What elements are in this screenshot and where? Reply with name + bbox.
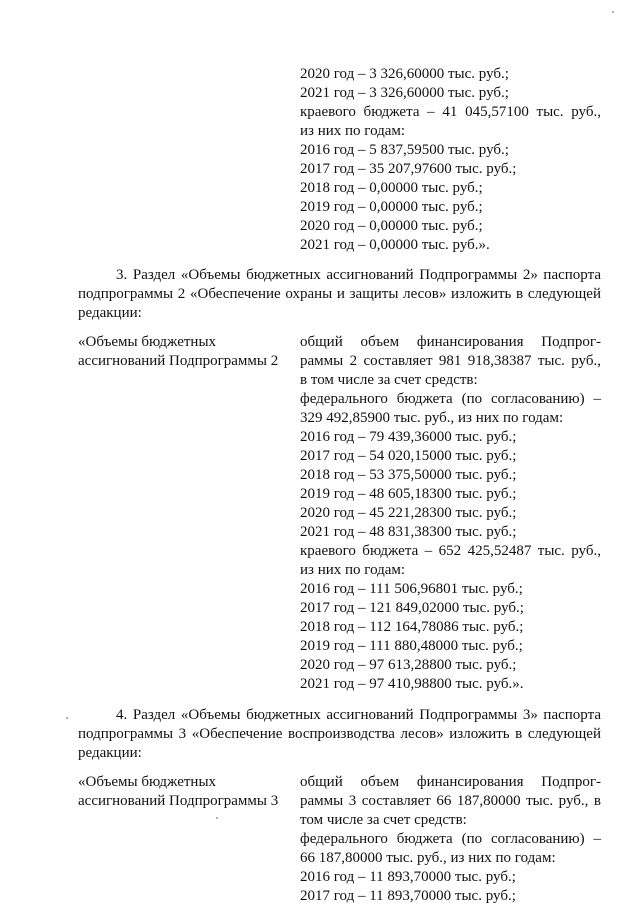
table-value-line: 2019 год – 48 605,18300 тыс. руб.;	[300, 486, 517, 502]
text-line: 2017 год – 35 207,97600 тыс. руб.;	[300, 161, 517, 177]
table-label-line: «Объемы бюджетных	[78, 774, 217, 790]
table-value-line: 2020 год – 97 613,28800 тыс. руб.;	[300, 657, 517, 673]
table-value-line: том числе за счет средств:	[300, 812, 467, 828]
text-line: 2020 год – 3 326,60000 тыс. руб.;	[300, 66, 509, 82]
table-label-line: ассигнований Подпрограммы 3	[78, 793, 279, 809]
table-label-line: «Объемы бюджетных	[78, 334, 217, 350]
text-line: 2021 год – 3 326,60000 тыс. руб.;	[300, 85, 509, 101]
table-value-line: 2016 год – 79 439,36000 тыс. руб.;	[300, 429, 517, 445]
table-value-line: общий объем финансирования Подпрог-	[300, 774, 601, 790]
table-value-line: раммы 3 составляет 66 187,80000 тыс. руб., в	[300, 793, 601, 809]
scan-speck	[216, 817, 218, 819]
scan-speck	[612, 11, 614, 13]
text-line: 2020 год – 0,00000 тыс. руб.;	[300, 218, 483, 234]
text-line: краевого бюджета – 41 045,57100 тыс. руб.,	[300, 104, 601, 120]
table-label-line: ассигнований Подпрограммы 2	[78, 353, 279, 369]
table-value-line: 66 187,80000 тыс. руб., из них по годам:	[300, 850, 556, 866]
table-value-line: 2021 год – 48 831,38300 тыс. руб.;	[300, 524, 517, 540]
text-line: 2019 год – 0,00000 тыс. руб.;	[300, 199, 483, 215]
table-value-line: 2020 год – 45 221,28300 тыс. руб.;	[300, 505, 517, 521]
table-value-line: 2016 год – 111 506,96801 тыс. руб.;	[300, 581, 523, 597]
text-line: 2016 год – 5 837,59500 тыс. руб.;	[300, 142, 509, 158]
paragraph-line: 4. Раздел «Объемы бюджетных ассигнований Подпрограммы 3» паспорта	[116, 707, 601, 723]
text-line: 2021 год – 0,00000 тыс. руб.».	[300, 237, 490, 253]
text-line: из них по годам:	[300, 123, 406, 139]
table-value-line: общий объем финансирования Подпрог-	[300, 334, 601, 350]
table-value-line: краевого бюджета – 652 425,52487 тыс. руб.,	[300, 543, 601, 559]
table-value-line: федерального бюджета (по согласованию) –	[300, 391, 601, 407]
table-value-line: 329 492,85900 тыс. руб., из них по годам:	[300, 410, 564, 426]
table-value-line: 2019 год – 111 880,48000 тыс. руб.;	[300, 638, 523, 654]
table-value-line: 2018 год – 112 164,78086 тыс. руб.;	[300, 619, 524, 635]
paragraph-line: редакции:	[78, 305, 142, 321]
paragraph-line: подпрограммы 2 «Обеспечение охраны и защиты лесов» изложить в следующей	[78, 286, 601, 302]
table-value-line: 2018 год – 53 375,50000 тыс. руб.;	[300, 467, 517, 483]
table-value-line: из них по годам:	[300, 562, 406, 578]
table-value-line: 2017 год – 54 020,15000 тыс. руб.;	[300, 448, 517, 464]
scan-speck	[66, 717, 68, 719]
table-value-line: 2016 год – 11 893,70000 тыс. руб.;	[300, 869, 516, 885]
table-value-line: 2017 год – 121 849,02000 тыс. руб.;	[300, 600, 524, 616]
paragraph-line: 3. Раздел «Объемы бюджетных ассигнований Подпрограммы 2» паспорта	[116, 267, 601, 283]
table-value-line: 2017 год – 11 893,70000 тыс. руб.;	[300, 888, 516, 904]
table-value-line: федерального бюджета (по согласованию) –	[300, 831, 601, 847]
paragraph-line: редакции:	[78, 745, 142, 761]
paragraph-line: подпрограммы 3 «Обеспечение воспроизводства лесов» изложить в следующей	[78, 726, 601, 742]
table-value-line: 2021 год – 97 410,98800 тыс. руб.».	[300, 676, 524, 692]
text-line: 2018 год – 0,00000 тыс. руб.;	[300, 180, 483, 196]
table-value-line: раммы 2 составляет 981 918,38387 тыс. руб.,	[300, 353, 601, 369]
table-value-line: в том числе за счет средств:	[300, 372, 478, 388]
